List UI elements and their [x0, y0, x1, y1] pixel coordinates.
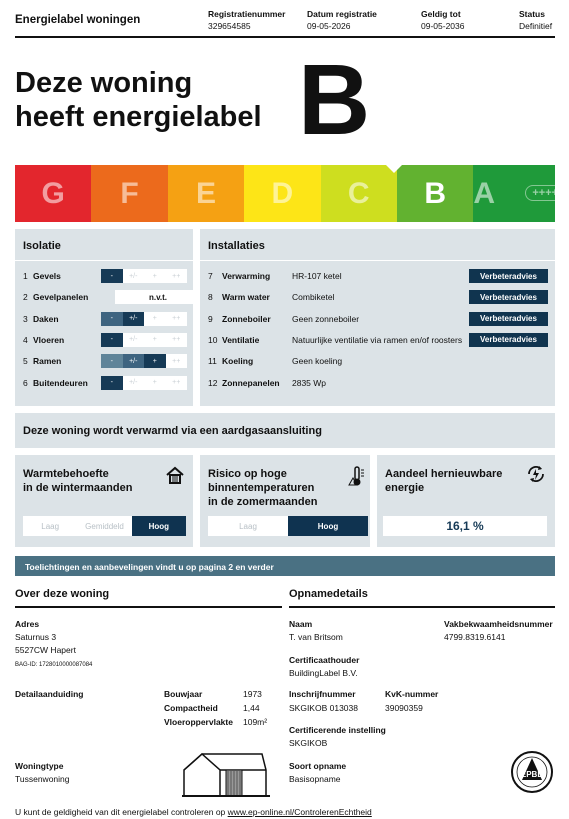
inschr-value: SKGIKOB 013038: [289, 703, 358, 713]
renewable-icon: [525, 463, 547, 485]
level-cell: +/-: [123, 269, 145, 283]
isolatie-row: 6 Buitendeuren: [23, 377, 88, 388]
nvt-badge: n.v.t.: [115, 290, 201, 304]
isolatie-level-bar: [101, 312, 187, 326]
level-cell: -: [101, 376, 123, 390]
risico-panel: [200, 455, 370, 547]
warmtebehoefte-panel: [15, 455, 193, 547]
installatie-row: 7 Verwarming HR-107 ketel: [208, 271, 342, 281]
kvk-heading: KvK-nummer: [385, 689, 439, 699]
energy-scale: [15, 165, 559, 222]
cert-value: BuildingLabel B.V.: [289, 668, 358, 678]
aandeel-title: Aandeel hernieuwbare energie: [385, 468, 503, 494]
isolatie-level-bar: [101, 376, 187, 390]
house-heat-icon: [165, 465, 185, 485]
scale-segment-F: F: [91, 165, 167, 222]
active-label-pointer: [385, 164, 403, 173]
isolatie-title: Isolatie: [23, 240, 61, 252]
installatie-row: 9 Zonneboiler Geen zonneboiler: [208, 313, 360, 324]
installaties-title: Installaties: [208, 240, 265, 252]
level-cell: +: [144, 376, 166, 390]
compact-label: Compactheid: [164, 703, 218, 713]
risico-scale: [208, 516, 368, 536]
isolatie-level-bar: [101, 333, 187, 347]
level-cell: ++: [166, 354, 188, 368]
bag-id: BAG-ID: 1728010000087084: [15, 662, 93, 668]
scale-segment-D: D: [244, 165, 320, 222]
warmtebehoefte-scale: [23, 516, 186, 536]
vloer-value: 109m²: [243, 717, 268, 727]
level-cell: +/-: [123, 333, 145, 347]
installaties-panel: [200, 229, 555, 406]
option-hoog: Hoog: [288, 516, 368, 536]
option-gemiddeld: Gemiddeld: [77, 516, 131, 536]
bouwjaar-value: 1973: [243, 689, 262, 699]
divider: [289, 606, 555, 608]
energy-label-letter: B: [298, 44, 371, 156]
installatie-row: 11 Koeling Geen koeling: [208, 356, 343, 367]
naam-value: T. van Britsom: [289, 632, 343, 642]
level-cell: ++: [166, 333, 188, 347]
installatie-row: 12 Zonnepanelen 2835 Wp: [208, 377, 327, 388]
level-cell: +: [144, 333, 166, 347]
registration-number: Registratienummer 329654585: [208, 9, 286, 31]
warmtebehoefte-title: Warmtebehoefte in de wintermaanden: [23, 468, 133, 494]
bouwjaar-label: Bouwjaar: [164, 689, 203, 699]
naam-heading: Naam: [289, 619, 313, 629]
isolatie-level-bar: [101, 354, 187, 368]
installatie-row: 10 Ventilatie Natuurlijke ventilatie via ramen en/of roosters: [208, 334, 463, 345]
level-cell: +/-: [123, 376, 145, 390]
scale-segment-B: B: [397, 165, 473, 222]
inschr-heading: Inschrijfnummer: [289, 689, 356, 699]
vloer-label: Vloeroppervlakte: [164, 717, 233, 727]
status: Status Definitief: [519, 9, 553, 31]
heating-note-panel: [15, 413, 555, 448]
adres-line1: Saturnus 3: [15, 632, 57, 642]
installatie-row: 8 Warm water Combiketel: [208, 292, 335, 303]
soort-heading: Soort opname: [289, 761, 347, 771]
option-hoog: Hoog: [132, 516, 186, 536]
level-cell: ++: [166, 376, 188, 390]
risico-title: Risico op hoge binnentemperaturen in de zomermaanden: [208, 468, 318, 508]
vak-heading: Vakbekwaamheidsnummer: [444, 619, 553, 629]
level-cell: -: [101, 333, 123, 347]
level-cell: -: [101, 354, 123, 368]
scale-segment-G: G: [15, 165, 91, 222]
renewable-value: 16,1 %: [383, 516, 547, 536]
registration-date: Datum registratie 09-05-2026: [307, 9, 377, 31]
compact-value: 1,44: [243, 703, 260, 713]
inst-heading: Certificerende instelling: [289, 725, 386, 735]
verbeteradvies-button[interactable]: Verbeteradvies: [469, 269, 548, 283]
level-cell: -: [101, 269, 123, 283]
opname-title: Opnamedetails: [289, 588, 368, 600]
level-cell: +: [144, 269, 166, 283]
level-cell: +/-: [123, 354, 145, 368]
detail-heading: Detailaanduiding: [15, 689, 84, 699]
option-laag: Laag: [208, 516, 288, 536]
isolatie-row: 4 Vloeren: [23, 334, 65, 345]
vak-value: 4799.8319.6141: [444, 632, 506, 642]
adres-line2: 5527CW Hapert: [15, 645, 76, 655]
isolatie-row: 5 Ramen: [23, 356, 62, 367]
level-cell: +/-: [123, 312, 145, 326]
house-type-illustration: [180, 750, 272, 798]
isolatie-panel: [15, 229, 193, 406]
cert-heading: Certificaathouder: [289, 655, 360, 665]
valid-until: Geldig tot 09-05-2036: [421, 9, 465, 31]
kvk-value: 39090359: [385, 703, 423, 713]
header: [15, 8, 555, 38]
verify-link[interactable]: www.ep-online.nl/ControlerenEchtheid: [227, 807, 372, 817]
isolatie-row: 1 Gevels: [23, 271, 61, 281]
scale-segment-C: C: [321, 165, 397, 222]
isolatie-row: 2 Gevelpanelen: [23, 292, 89, 303]
aandeel-panel: [377, 455, 555, 547]
thermometer-icon: [348, 465, 366, 487]
option-laag: Laag: [23, 516, 77, 536]
epbd-logo-text: EPBD: [520, 770, 544, 779]
verbeteradvies-button[interactable]: Verbeteradvies: [469, 333, 548, 347]
type-value: Tussenwoning: [15, 774, 70, 784]
isolatie-level-bar: [101, 269, 187, 283]
document-title: Energielabel woningen: [15, 14, 141, 26]
level-cell: +: [144, 354, 166, 368]
type-heading: Woningtype: [15, 761, 64, 771]
info-bar: Toelichtingen en aanbevelingen vindt u op pagina 2 en verder: [15, 556, 555, 576]
footer: U kunt de geldigheid van dit energielabel controleren op www.ep-online.nl/ControlerenEchtheid: [15, 807, 372, 817]
adres-heading: Adres: [15, 619, 40, 629]
level-cell: +: [144, 312, 166, 326]
level-cell: ++: [166, 269, 188, 283]
divider: [15, 606, 282, 608]
heating-note: Deze woning wordt verwarmd via een aardgasaansluiting: [23, 425, 322, 437]
over-title: Over deze woning: [15, 588, 110, 600]
scale-segment-E: E: [168, 165, 244, 222]
isolatie-row: 3 Daken: [23, 313, 59, 324]
verbeteradvies-button[interactable]: Verbeteradvies: [469, 290, 548, 304]
plus-indicator: ++++: [525, 185, 565, 201]
scale-segment-A: A ++++: [473, 165, 555, 222]
inst-value: SKGIKOB: [289, 738, 328, 748]
epbd-logo: [510, 750, 554, 794]
soort-value: Basisopname: [289, 774, 341, 784]
headline: Deze woning heeft energielabel: [15, 67, 262, 133]
level-cell: ++: [166, 312, 188, 326]
verbeteradvies-button[interactable]: Verbeteradvies: [469, 312, 548, 326]
level-cell: -: [101, 312, 123, 326]
